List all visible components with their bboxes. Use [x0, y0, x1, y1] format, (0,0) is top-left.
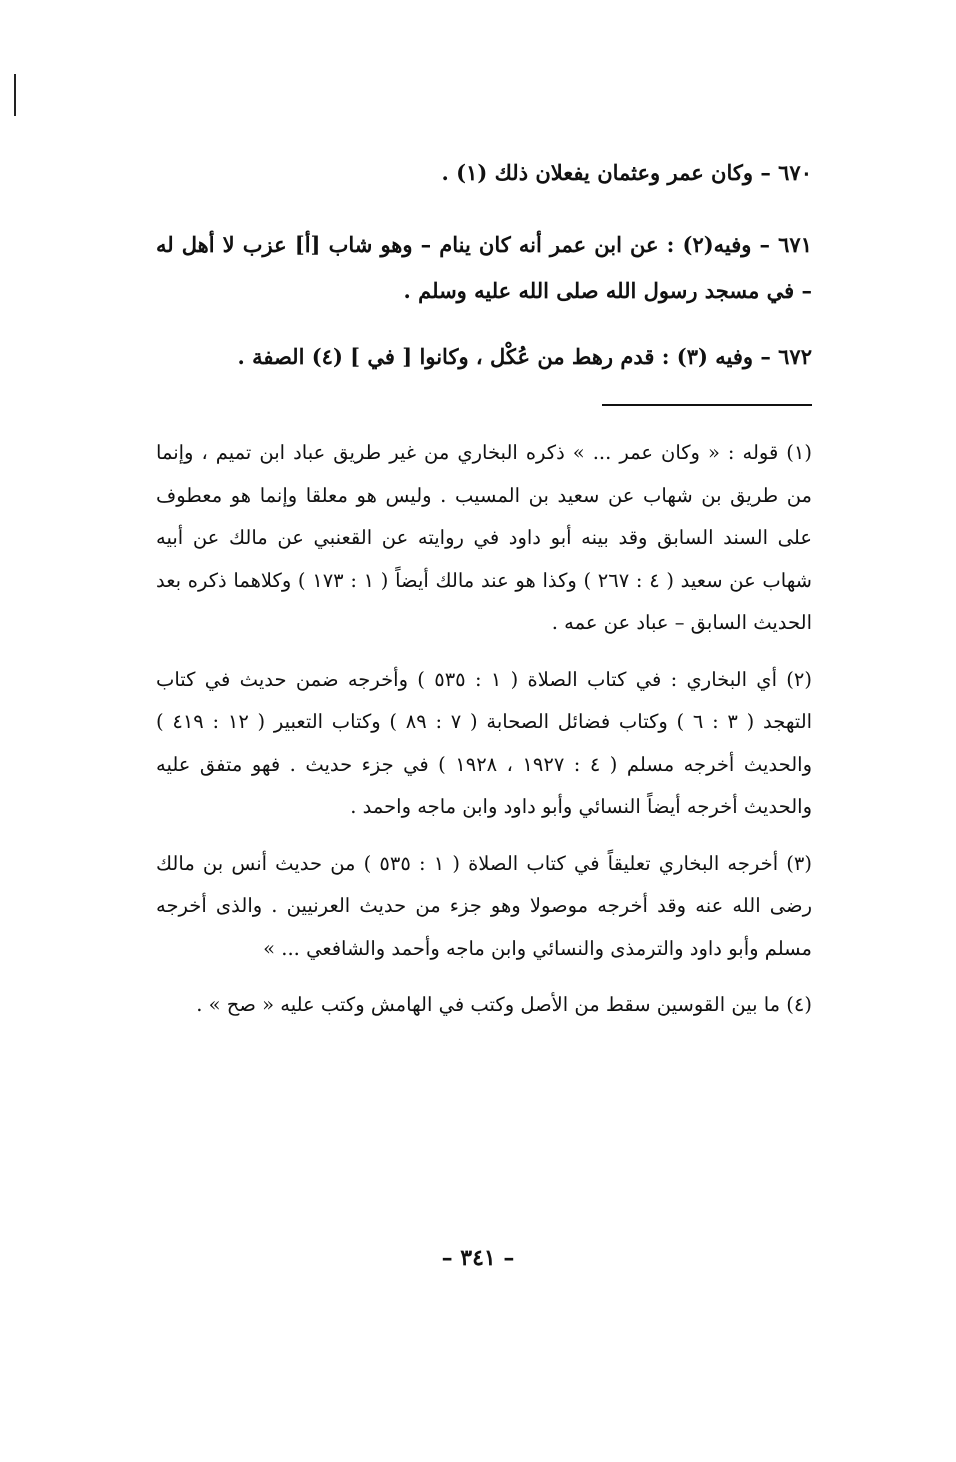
- scan-edge-mark: [14, 74, 16, 116]
- hadith-entry-670: ٦٧٠ – وكان عمر وعثمان يفعلان ذلك (١) .: [441, 160, 812, 185]
- hadith-entry-671: ٦٧١ – وفيه(٢) : عن ابن عمر أنه كان ينام – وهو شاب [أ] عزب لا أهل له – في مسجد رسول الله صلى الله عليه وسلم .: [156, 232, 812, 303]
- footnote-4: (٤) ما بين القوسين سقط من الأصل وكتب في الهامش وكتب عليه « صح » .: [196, 993, 812, 1016]
- footnote-2: (٢) أي البخاري : في كتاب الصلاة ( ١ : ٥٣٥ ) وأخرجه ضمن حديث في كتاب التهجد ( ٣ : ٦ ) وكتاب فضائل الصحابة ( ٧ : ٨٩ ) وكتاب التعبير ( ١٢ : ٤١٩ ) والحديث أخرجه مسلم ( ٤ : ١٩٢٧ ، ١٩٢٨ ) في جزء حديث . فهو متفق عليه والحديث أخرجه أيضاً النسائي وأبو داود وابن ماجه واحمد .: [156, 667, 813, 818]
- page-number: – ٣٤١ –: [441, 1245, 515, 1271]
- footnote-1: (١) قوله : « وكان عمر ... » ذكره البخاري من غير طريق عباد ابن تميم ، وإنما من طريق بن شهاب عن سعيد بن المسيب . وليس هو معلقا وإنما هو معطوف على السند السابق وقد بينه أبو داود في روايته عن القعنبي عن مالك عن أبيه شهاب عن سعيد ( ٤ : ٢٦٧ ) وكذا هو عند مالك أيضاً ( ١ : ١٧٣ ) وكلاهما ذكره بعد الحديث السابق – عباد عن عمه .: [156, 441, 813, 634]
- page-body: [156, 150, 812, 1041]
- footnote-separator: [156, 404, 812, 406]
- hadith-entry-672: ٦٧٢ – وفيه (٣) : قدم رهط من عُكْل ، وكانوا [ في ] (٤) الصفة .: [237, 344, 812, 369]
- footnote-rule: [602, 404, 812, 406]
- footnote-3: (٣) أخرجه البخاري تعليقاً في كتاب الصلاة ( ١ : ٥٣٥ ) من حديث أنس بن مالك رضى الله عنه وقد أخرجه موصولا وهو جزء من حديث العرنيين . والذى أخرجه مسلم وأبو داود والترمذى والنسائي وابن ماجه وأحمد والشافعي ... »: [156, 851, 812, 960]
